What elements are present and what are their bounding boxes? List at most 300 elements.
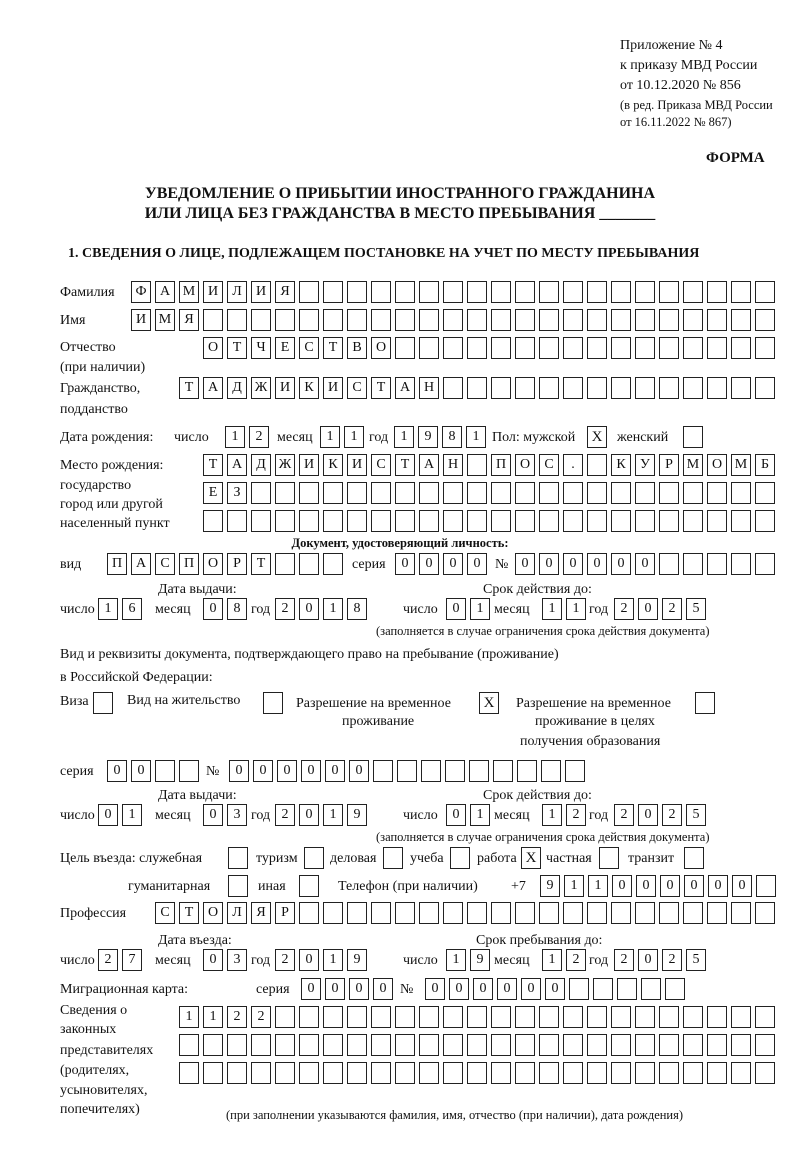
char-box[interactable]: [587, 482, 607, 504]
char-box[interactable]: 0: [373, 978, 393, 1000]
char-box[interactable]: [707, 281, 727, 303]
char-box[interactable]: 2: [275, 598, 295, 620]
char-box[interactable]: [371, 281, 391, 303]
char-box[interactable]: 3: [227, 804, 247, 826]
char-box[interactable]: 1: [225, 426, 245, 448]
char-box[interactable]: [299, 510, 319, 532]
birth-month-field[interactable]: [320, 426, 364, 448]
char-box[interactable]: 0: [253, 760, 273, 782]
char-box[interactable]: [539, 281, 559, 303]
char-box[interactable]: 0: [98, 804, 118, 826]
char-box[interactable]: Е: [275, 337, 295, 359]
char-box[interactable]: С: [299, 337, 319, 359]
char-box[interactable]: А: [227, 454, 247, 476]
char-box[interactable]: 1: [588, 875, 608, 897]
char-box[interactable]: [299, 1034, 319, 1056]
char-box[interactable]: [731, 902, 751, 924]
char-box[interactable]: [515, 510, 535, 532]
legal-reps-field[interactable]: [179, 1062, 775, 1084]
char-box[interactable]: [755, 902, 775, 924]
char-box[interactable]: [443, 309, 463, 331]
char-box[interactable]: [443, 377, 463, 399]
char-box[interactable]: 0: [545, 978, 565, 1000]
char-box[interactable]: [275, 1006, 295, 1028]
char-box[interactable]: [683, 553, 703, 575]
char-box[interactable]: [323, 1062, 343, 1084]
char-box[interactable]: У: [635, 454, 655, 476]
char-box[interactable]: [275, 1062, 295, 1084]
char-box[interactable]: [323, 309, 343, 331]
char-box[interactable]: [755, 281, 775, 303]
migration-card-series-field[interactable]: [301, 978, 393, 1000]
char-box[interactable]: [491, 1006, 511, 1028]
char-box[interactable]: [587, 309, 607, 331]
char-box[interactable]: [467, 482, 487, 504]
char-box[interactable]: К: [323, 454, 343, 476]
char-box[interactable]: [611, 510, 631, 532]
char-box[interactable]: [347, 309, 367, 331]
birth-year-field[interactable]: [394, 426, 486, 448]
purpose-tourism-checkbox[interactable]: [304, 847, 324, 869]
char-box[interactable]: Л: [227, 281, 247, 303]
char-box[interactable]: 2: [662, 949, 682, 971]
char-box[interactable]: Р: [227, 553, 247, 575]
char-box[interactable]: [755, 1006, 775, 1028]
legal-reps-field[interactable]: [179, 1006, 775, 1028]
char-box[interactable]: [419, 281, 439, 303]
char-box[interactable]: 2: [98, 949, 118, 971]
char-box[interactable]: [445, 760, 465, 782]
month-field[interactable]: [203, 949, 247, 971]
char-box[interactable]: [731, 553, 751, 575]
char-box[interactable]: [635, 902, 655, 924]
char-box[interactable]: [467, 377, 487, 399]
char-box[interactable]: 1: [320, 426, 340, 448]
char-box[interactable]: [755, 482, 775, 504]
char-box[interactable]: 0: [638, 598, 658, 620]
char-box[interactable]: 0: [107, 760, 127, 782]
char-box[interactable]: [323, 902, 343, 924]
char-box[interactable]: 0: [395, 553, 415, 575]
char-box[interactable]: 0: [563, 553, 583, 575]
char-box[interactable]: 1: [542, 804, 562, 826]
purpose-service-checkbox[interactable]: [228, 847, 248, 869]
char-box[interactable]: [395, 1006, 415, 1028]
char-box[interactable]: Р: [659, 454, 679, 476]
char-box[interactable]: [443, 337, 463, 359]
char-box[interactable]: [755, 377, 775, 399]
char-box[interactable]: 0: [587, 553, 607, 575]
char-box[interactable]: [563, 510, 583, 532]
char-box[interactable]: [323, 281, 343, 303]
char-box[interactable]: 1: [470, 598, 490, 620]
char-box[interactable]: 5: [686, 804, 706, 826]
char-box[interactable]: [395, 1062, 415, 1084]
char-box[interactable]: [659, 281, 679, 303]
char-box[interactable]: 0: [203, 949, 223, 971]
char-box[interactable]: [635, 1062, 655, 1084]
char-box[interactable]: [683, 377, 703, 399]
char-box[interactable]: О: [203, 553, 223, 575]
char-box[interactable]: [635, 281, 655, 303]
day-field[interactable]: [98, 804, 142, 826]
char-box[interactable]: [755, 510, 775, 532]
char-box[interactable]: Н: [443, 454, 463, 476]
char-box[interactable]: 0: [612, 875, 632, 897]
char-box[interactable]: П: [491, 454, 511, 476]
char-box[interactable]: В: [347, 337, 367, 359]
char-box[interactable]: [683, 309, 703, 331]
char-box[interactable]: 0: [299, 949, 319, 971]
purpose-study-checkbox[interactable]: [450, 847, 470, 869]
char-box[interactable]: [515, 1006, 535, 1028]
char-box[interactable]: [515, 902, 535, 924]
char-box[interactable]: [539, 377, 559, 399]
char-box[interactable]: [275, 1034, 295, 1056]
purpose-private-checkbox[interactable]: [599, 847, 619, 869]
purpose-other-checkbox[interactable]: [299, 875, 319, 897]
char-box[interactable]: [587, 454, 607, 476]
char-box[interactable]: [707, 337, 727, 359]
char-box[interactable]: [515, 309, 535, 331]
char-box[interactable]: 1: [394, 426, 414, 448]
day-field[interactable]: [446, 598, 490, 620]
char-box[interactable]: [373, 760, 393, 782]
char-box[interactable]: [467, 902, 487, 924]
legal-reps-field[interactable]: [179, 1034, 775, 1056]
surname-field[interactable]: [131, 281, 775, 303]
char-box[interactable]: 2: [614, 804, 634, 826]
stay-series-field[interactable]: [107, 760, 199, 782]
char-box[interactable]: [419, 1062, 439, 1084]
char-box[interactable]: З: [227, 482, 247, 504]
char-box[interactable]: 9: [470, 949, 490, 971]
char-box[interactable]: Р: [275, 902, 295, 924]
char-box[interactable]: 0: [497, 978, 517, 1000]
char-box[interactable]: [203, 1062, 223, 1084]
char-box[interactable]: [755, 553, 775, 575]
char-box[interactable]: [755, 1034, 775, 1056]
char-box[interactable]: 5: [686, 949, 706, 971]
char-box[interactable]: [179, 1034, 199, 1056]
char-box[interactable]: [421, 760, 441, 782]
char-box[interactable]: 0: [229, 760, 249, 782]
char-box[interactable]: [179, 1062, 199, 1084]
char-box[interactable]: [493, 760, 513, 782]
char-box[interactable]: [731, 1062, 751, 1084]
temp-residence-checkbox[interactable]: X: [479, 692, 499, 714]
char-box[interactable]: Н: [419, 377, 439, 399]
char-box[interactable]: 0: [443, 553, 463, 575]
char-box[interactable]: [275, 553, 295, 575]
char-box[interactable]: [611, 902, 631, 924]
char-box[interactable]: [659, 1062, 679, 1084]
char-box[interactable]: 2: [249, 426, 269, 448]
char-box[interactable]: 1: [542, 949, 562, 971]
char-box[interactable]: [491, 337, 511, 359]
id-series-field[interactable]: [395, 553, 487, 575]
char-box[interactable]: [155, 760, 175, 782]
char-box[interactable]: [443, 482, 463, 504]
char-box[interactable]: [275, 309, 295, 331]
birth-place-field[interactable]: [203, 482, 775, 504]
char-box[interactable]: [635, 377, 655, 399]
char-box[interactable]: [756, 875, 776, 897]
char-box[interactable]: 0: [708, 875, 728, 897]
char-box[interactable]: М: [683, 454, 703, 476]
char-box[interactable]: [491, 377, 511, 399]
char-box[interactable]: С: [371, 454, 391, 476]
year-field[interactable]: [275, 949, 367, 971]
char-box[interactable]: 1: [446, 949, 466, 971]
char-box[interactable]: [395, 482, 415, 504]
char-box[interactable]: А: [203, 377, 223, 399]
char-box[interactable]: Т: [395, 454, 415, 476]
char-box[interactable]: Я: [179, 309, 199, 331]
char-box[interactable]: [611, 1062, 631, 1084]
char-box[interactable]: 2: [614, 598, 634, 620]
char-box[interactable]: [707, 1062, 727, 1084]
patronymic-field[interactable]: [203, 337, 775, 359]
char-box[interactable]: [635, 482, 655, 504]
char-box[interactable]: [683, 1062, 703, 1084]
char-box[interactable]: М: [731, 454, 751, 476]
char-box[interactable]: 9: [347, 949, 367, 971]
char-box[interactable]: [563, 902, 583, 924]
char-box[interactable]: 5: [686, 598, 706, 620]
char-box[interactable]: [371, 482, 391, 504]
char-box[interactable]: Д: [251, 454, 271, 476]
char-box[interactable]: [371, 510, 391, 532]
char-box[interactable]: [611, 281, 631, 303]
char-box[interactable]: И: [347, 454, 367, 476]
char-box[interactable]: [395, 281, 415, 303]
char-box[interactable]: [491, 309, 511, 331]
char-box[interactable]: [731, 510, 751, 532]
day-field[interactable]: [446, 804, 490, 826]
char-box[interactable]: [515, 1034, 535, 1056]
residence-permit-checkbox[interactable]: [263, 692, 283, 714]
char-box[interactable]: 0: [611, 553, 631, 575]
char-box[interactable]: [617, 978, 637, 1000]
char-box[interactable]: [443, 1006, 463, 1028]
char-box[interactable]: [707, 482, 727, 504]
char-box[interactable]: 1: [564, 875, 584, 897]
migration-card-number-field[interactable]: [425, 978, 685, 1000]
char-box[interactable]: [563, 281, 583, 303]
char-box[interactable]: [683, 281, 703, 303]
char-box[interactable]: [683, 337, 703, 359]
char-box[interactable]: Б: [755, 454, 775, 476]
char-box[interactable]: [251, 482, 271, 504]
char-box[interactable]: [203, 309, 223, 331]
char-box[interactable]: М: [179, 281, 199, 303]
char-box[interactable]: А: [155, 281, 175, 303]
char-box[interactable]: [539, 902, 559, 924]
char-box[interactable]: П: [107, 553, 127, 575]
char-box[interactable]: 2: [566, 804, 586, 826]
stay-number-field[interactable]: [229, 760, 585, 782]
month-field[interactable]: [542, 804, 586, 826]
char-box[interactable]: [419, 510, 439, 532]
char-box[interactable]: Ч: [251, 337, 271, 359]
char-box[interactable]: 8: [442, 426, 462, 448]
char-box[interactable]: [539, 510, 559, 532]
char-box[interactable]: [467, 1034, 487, 1056]
char-box[interactable]: Е: [203, 482, 223, 504]
char-box[interactable]: [467, 281, 487, 303]
char-box[interactable]: [587, 281, 607, 303]
char-box[interactable]: [397, 760, 417, 782]
char-box[interactable]: И: [275, 377, 295, 399]
char-box[interactable]: [683, 1006, 703, 1028]
char-box[interactable]: 1: [323, 804, 343, 826]
char-box[interactable]: [251, 309, 271, 331]
char-box[interactable]: [515, 1062, 535, 1084]
char-box[interactable]: [707, 902, 727, 924]
char-box[interactable]: [611, 337, 631, 359]
char-box[interactable]: [731, 1006, 751, 1028]
purpose-humanitarian-checkbox[interactable]: [228, 875, 248, 897]
char-box[interactable]: 1: [323, 949, 343, 971]
char-box[interactable]: 0: [467, 553, 487, 575]
char-box[interactable]: [707, 510, 727, 532]
char-box[interactable]: [587, 337, 607, 359]
char-box[interactable]: [539, 1062, 559, 1084]
char-box[interactable]: [443, 281, 463, 303]
char-box[interactable]: [707, 1034, 727, 1056]
char-box[interactable]: [587, 1006, 607, 1028]
char-box[interactable]: [707, 309, 727, 331]
char-box[interactable]: .: [563, 454, 583, 476]
char-box[interactable]: Я: [251, 902, 271, 924]
char-box[interactable]: [371, 1006, 391, 1028]
char-box[interactable]: [587, 377, 607, 399]
char-box[interactable]: [539, 309, 559, 331]
char-box[interactable]: [347, 1062, 367, 1084]
char-box[interactable]: [251, 1034, 271, 1056]
char-box[interactable]: [491, 1034, 511, 1056]
char-box[interactable]: [347, 902, 367, 924]
char-box[interactable]: [569, 978, 589, 1000]
char-box[interactable]: [467, 1062, 487, 1084]
char-box[interactable]: М: [155, 309, 175, 331]
char-box[interactable]: Ж: [275, 454, 295, 476]
char-box[interactable]: [611, 1006, 631, 1028]
char-box[interactable]: [443, 902, 463, 924]
char-box[interactable]: [467, 454, 487, 476]
char-box[interactable]: [419, 482, 439, 504]
month-field[interactable]: [542, 949, 586, 971]
char-box[interactable]: 0: [299, 598, 319, 620]
char-box[interactable]: 0: [301, 760, 321, 782]
char-box[interactable]: С: [347, 377, 367, 399]
char-box[interactable]: [587, 902, 607, 924]
char-box[interactable]: [611, 309, 631, 331]
char-box[interactable]: [179, 760, 199, 782]
citizenship-field[interactable]: [179, 377, 775, 399]
char-box[interactable]: [611, 377, 631, 399]
char-box[interactable]: О: [203, 337, 223, 359]
char-box[interactable]: [467, 1006, 487, 1028]
char-box[interactable]: [635, 1034, 655, 1056]
char-box[interactable]: [347, 510, 367, 532]
year-field[interactable]: [275, 804, 367, 826]
char-box[interactable]: И: [323, 377, 343, 399]
char-box[interactable]: [227, 1062, 247, 1084]
char-box[interactable]: Т: [179, 902, 199, 924]
char-box[interactable]: 0: [277, 760, 297, 782]
char-box[interactable]: 2: [227, 1006, 247, 1028]
month-field[interactable]: [203, 804, 247, 826]
char-box[interactable]: 2: [251, 1006, 271, 1028]
char-box[interactable]: [659, 553, 679, 575]
char-box[interactable]: [491, 281, 511, 303]
char-box[interactable]: Т: [203, 454, 223, 476]
char-box[interactable]: И: [203, 281, 223, 303]
char-box[interactable]: [665, 978, 685, 1000]
char-box[interactable]: Т: [371, 377, 391, 399]
char-box[interactable]: [539, 1006, 559, 1028]
char-box[interactable]: 0: [325, 978, 345, 1000]
char-box[interactable]: 1: [122, 804, 142, 826]
char-box[interactable]: [755, 1062, 775, 1084]
char-box[interactable]: [641, 978, 661, 1000]
char-box[interactable]: О: [515, 454, 535, 476]
char-box[interactable]: [659, 510, 679, 532]
char-box[interactable]: [731, 482, 751, 504]
char-box[interactable]: [587, 510, 607, 532]
char-box[interactable]: [731, 1034, 751, 1056]
day-field[interactable]: [98, 949, 142, 971]
year-field[interactable]: [614, 949, 706, 971]
char-box[interactable]: А: [395, 377, 415, 399]
char-box[interactable]: [707, 1006, 727, 1028]
char-box[interactable]: С: [155, 553, 175, 575]
char-box[interactable]: [395, 902, 415, 924]
char-box[interactable]: [227, 309, 247, 331]
year-field[interactable]: [275, 598, 367, 620]
name-field[interactable]: [131, 309, 775, 331]
char-box[interactable]: [371, 1034, 391, 1056]
id-kind-field[interactable]: [107, 553, 343, 575]
char-box[interactable]: [227, 1034, 247, 1056]
char-box[interactable]: [539, 1034, 559, 1056]
char-box[interactable]: Т: [179, 377, 199, 399]
char-box[interactable]: [251, 510, 271, 532]
char-box[interactable]: Т: [323, 337, 343, 359]
char-box[interactable]: 2: [275, 804, 295, 826]
char-box[interactable]: [659, 309, 679, 331]
char-box[interactable]: [731, 377, 751, 399]
char-box[interactable]: 1: [566, 598, 586, 620]
char-box[interactable]: 0: [349, 760, 369, 782]
char-box[interactable]: [371, 309, 391, 331]
char-box[interactable]: 7: [122, 949, 142, 971]
char-box[interactable]: 2: [566, 949, 586, 971]
char-box[interactable]: [635, 510, 655, 532]
day-field[interactable]: [446, 949, 490, 971]
char-box[interactable]: [395, 1034, 415, 1056]
char-box[interactable]: Ж: [251, 377, 271, 399]
char-box[interactable]: 1: [470, 804, 490, 826]
char-box[interactable]: [443, 510, 463, 532]
year-field[interactable]: [614, 598, 706, 620]
char-box[interactable]: Я: [275, 281, 295, 303]
char-box[interactable]: 1: [542, 598, 562, 620]
char-box[interactable]: 9: [540, 875, 560, 897]
char-box[interactable]: [371, 902, 391, 924]
